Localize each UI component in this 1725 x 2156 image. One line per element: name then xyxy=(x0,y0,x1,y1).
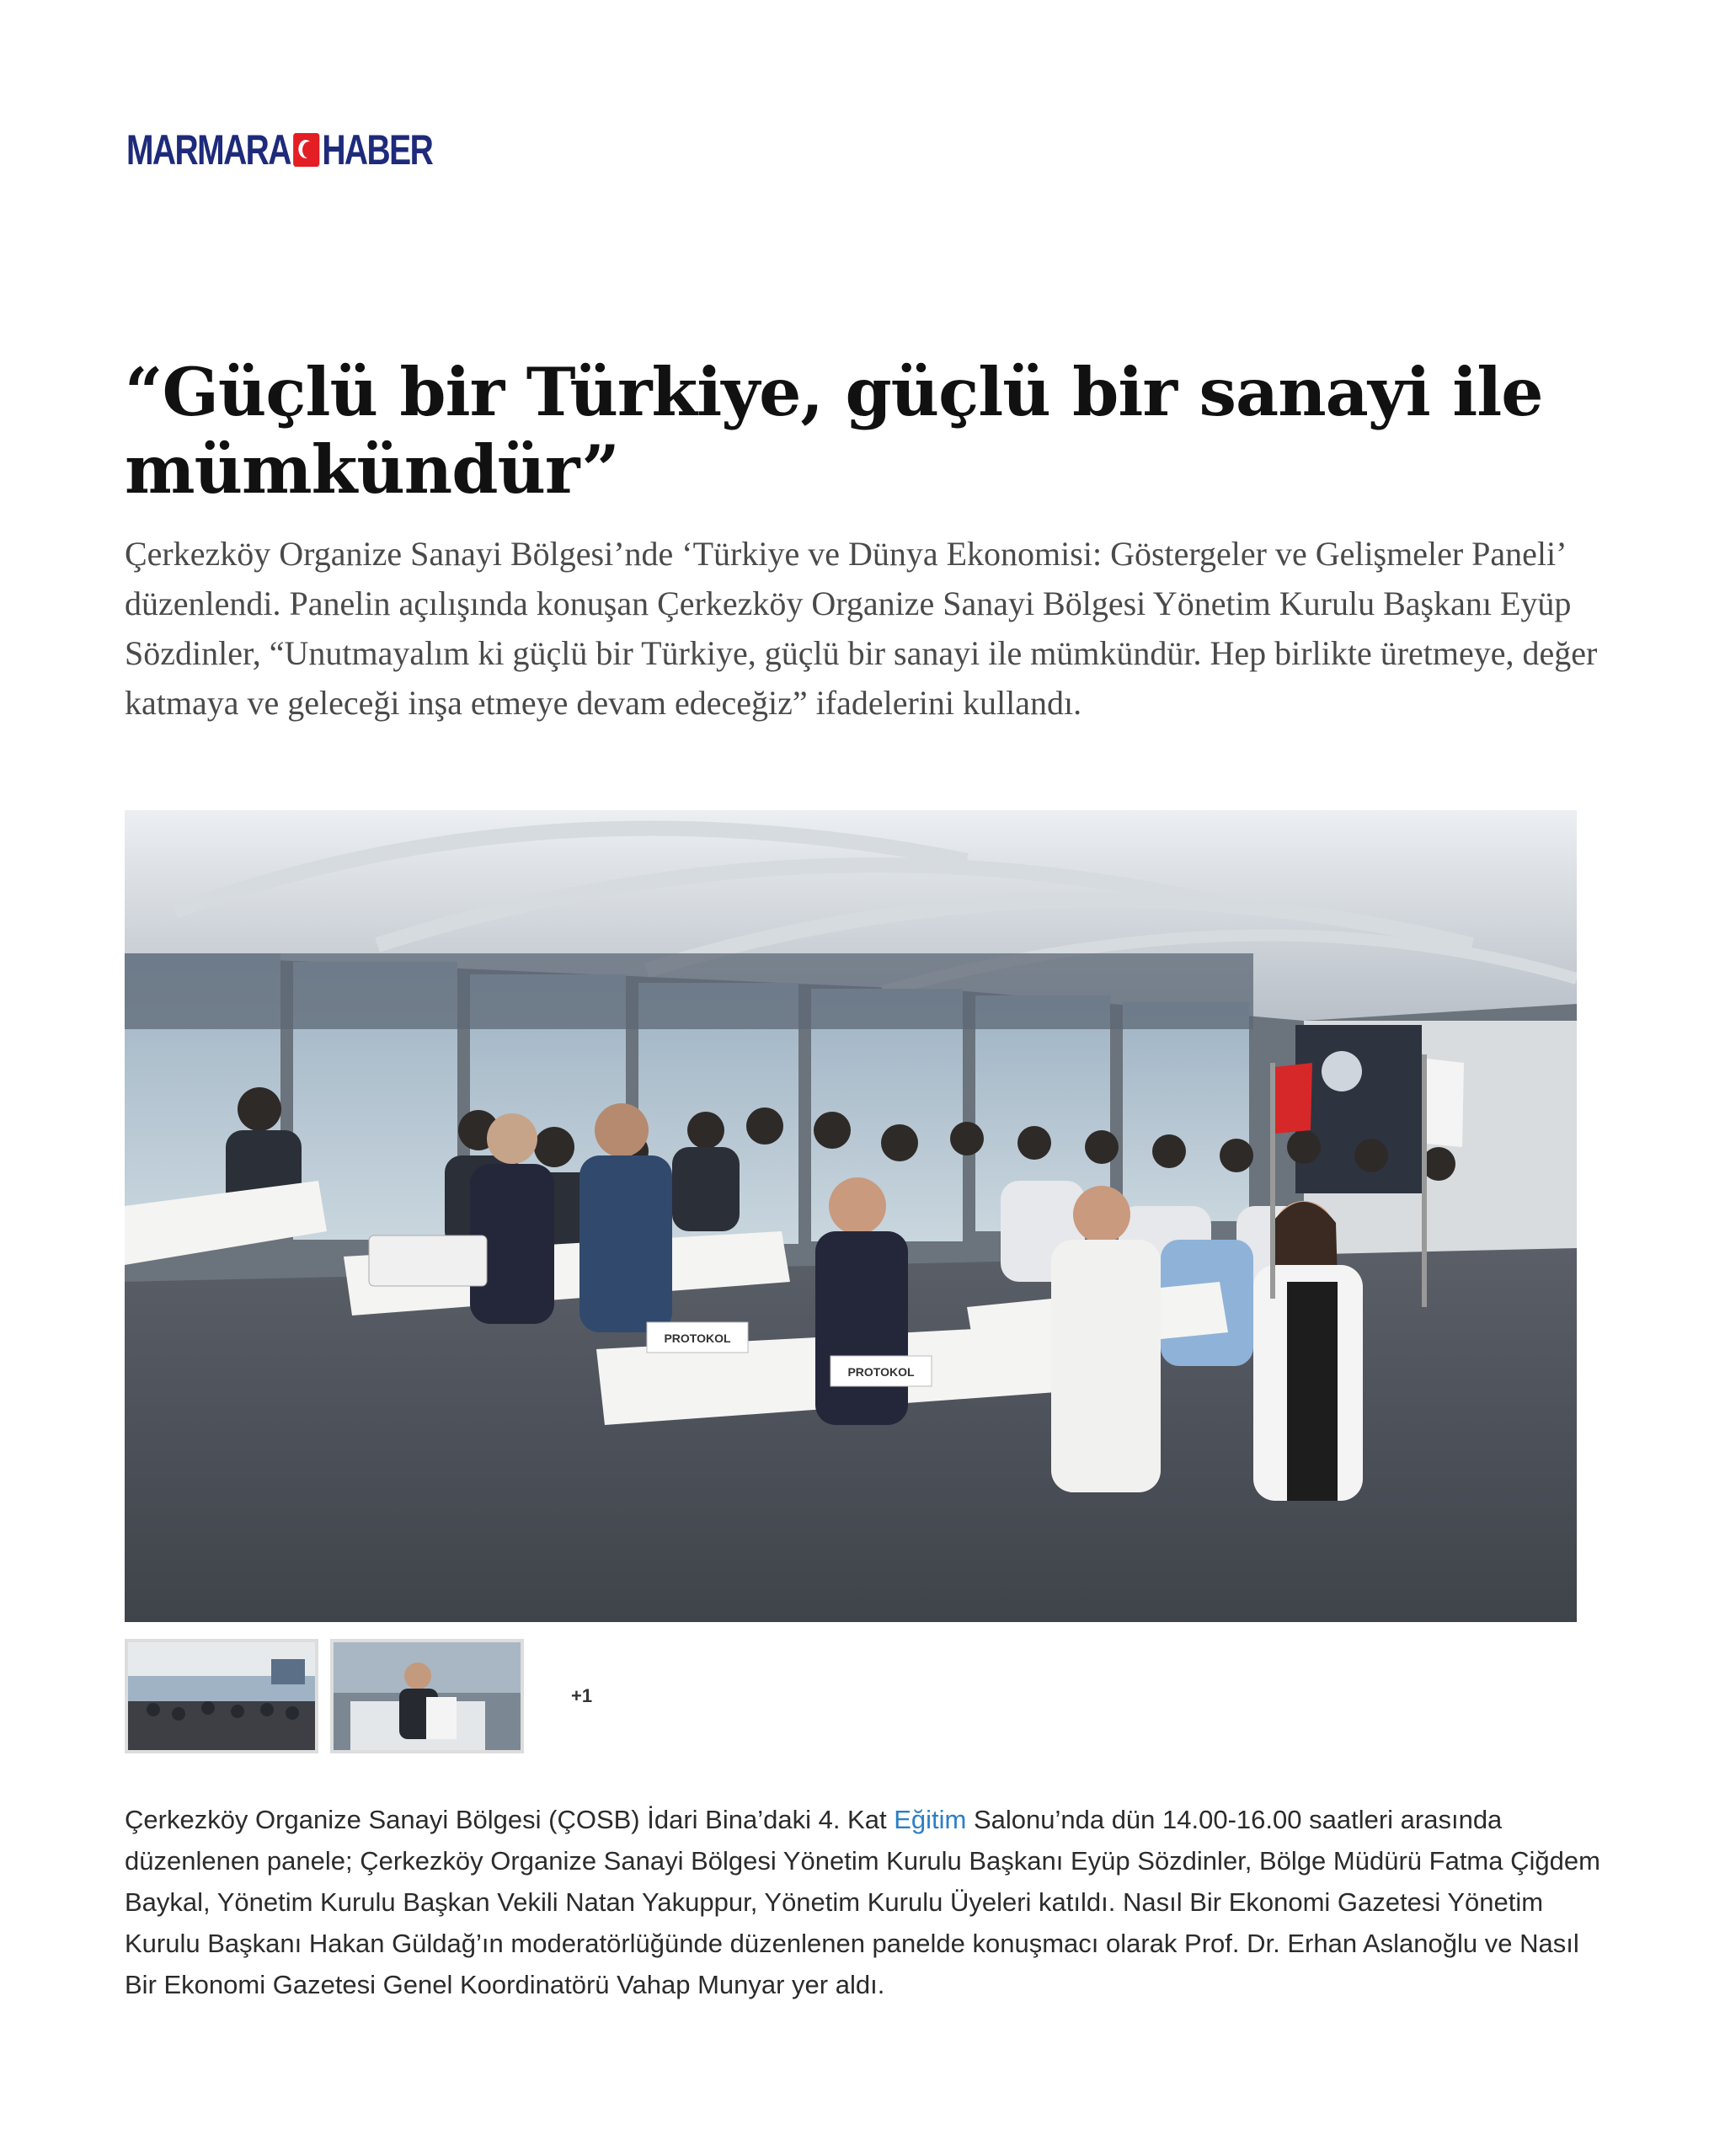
gallery-thumbnail-2[interactable] xyxy=(330,1639,524,1753)
gallery-thumbnails xyxy=(125,1639,592,1753)
article-body xyxy=(125,1799,1607,2005)
thumbnail-photo-1 xyxy=(128,1642,315,1750)
hero-image[interactable] xyxy=(125,810,1577,1622)
desk-sign-2: PROTOKOL xyxy=(847,1365,915,1379)
thumbnail-photo-2 xyxy=(334,1642,521,1750)
logo-text-left: MARMARA xyxy=(126,126,291,173)
article-lead: Çerkezköy Organize Sanayi Bölgesi’nde ‘Türkiye ve Dünya Ekonomisi: Göstergeler ve Gelişmeler Paneli’ düzenlendi. Panelin açılışında konuşan Çerkezköy Organize Sanayi Bölgesi Yönetim Kurulu Başkanı Eyüp Sözdinler, “Unutmayalım ki güçlü bir Türkiye, güçlü bir sanayi ile mümkündür. Hep birlikte üretmeye, değer katmaya ve geleceği inşa etmeye devam edeceğiz” ifadelerini kullandı. xyxy=(125,535,1598,722)
desk-sign-1: PROTOKOL xyxy=(664,1331,731,1345)
logo-text-right: HABER xyxy=(322,126,433,173)
gallery-thumbnail-1[interactable] xyxy=(125,1639,318,1753)
article-body-text-end: Salonu’nda dün 14.00-16.00 saatleri arasında düzenlenen panele; Çerkezköy Organize Sanayi Bölgesi Yönetim Kurulu Başkanı Eyüp Sözdinler, Bölge Müdürü Fatma Çiğdem Baykal, Yönetim Kurulu Başkan Vekili Natan Yakuppur, Yönetim Kurulu Üyeleri katıldı. Nasıl Bir Ekonomi Gazetesi Yönetim Kurulu Başkanı Hakan Güldağ’ın moderatörlüğünde düzenlenen panelde konuşmacı olarak Prof. Dr. Erhan Aslanoğlu ve Nasıl Bir Ekonomi Gazetesi Genel Koordinatörü Vahap Munyar yer aldı. xyxy=(125,1805,1600,1999)
gallery-more-count[interactable]: +1 xyxy=(571,1685,593,1706)
turkish-flag-icon xyxy=(293,133,319,167)
article-title: “Güçlü bir Türkiye, güçlü bir sanayi ile mümkündür” xyxy=(125,353,1543,509)
article-body-text-start: Çerkezköy Organize Sanayi Bölgesi (ÇOSB) İdari Bina’daki 4. Kat xyxy=(125,1805,895,1834)
education-link[interactable]: Eğitim xyxy=(894,1805,967,1834)
conference-room-photo xyxy=(125,810,1577,1622)
site-logo[interactable] xyxy=(126,126,432,173)
